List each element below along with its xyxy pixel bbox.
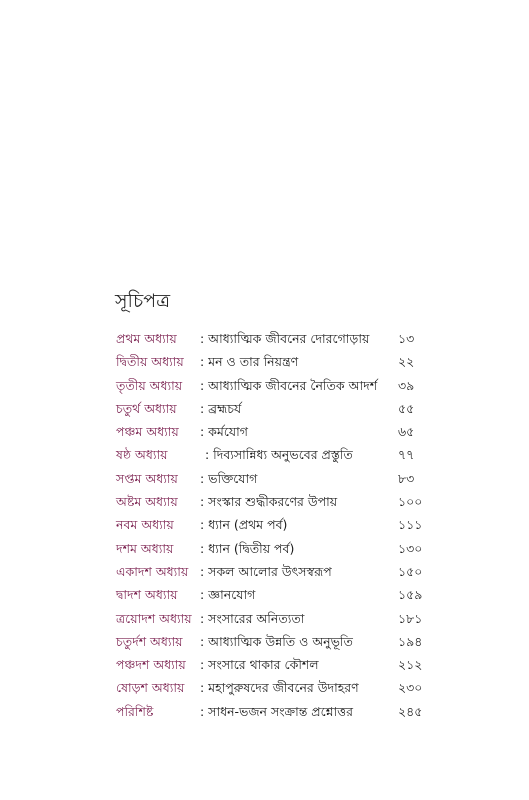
page-number: ১৫৯ bbox=[398, 587, 423, 603]
chapter-label: ষোড়শ অধ্যায় bbox=[116, 680, 185, 696]
chapter-label: ত্রয়োদশ অধ্যায় bbox=[116, 610, 192, 626]
page-number: ৩৯ bbox=[398, 377, 415, 393]
page-number: ২৪৫ bbox=[398, 703, 423, 719]
toc-entry bbox=[0, 374, 529, 397]
chapter-label: প্রথম অধ্যায় bbox=[116, 331, 177, 346]
page-number: ৭৭ bbox=[398, 447, 415, 463]
page-number: ২৩০ bbox=[398, 680, 423, 696]
chapter-label: চতুর্দশ অধ্যায় bbox=[116, 633, 183, 649]
chapter-topic: : সংসারে থাকার কৌশল bbox=[200, 657, 319, 673]
page-number: ১৩ bbox=[398, 331, 415, 346]
chapter-label: চতুর্থ অধ্যায় bbox=[116, 400, 177, 416]
page-number: ১৩০ bbox=[398, 540, 423, 556]
chapter-label: একাদশ অধ্যায় bbox=[116, 563, 189, 579]
toc-entry bbox=[0, 537, 529, 560]
chapter-label: দ্বাদশ অধ্যায় bbox=[116, 587, 178, 603]
page-number: ৫৫ bbox=[398, 400, 415, 416]
toc-title: সূচিপত্র bbox=[115, 290, 171, 312]
chapter-topic: : দিব্যসান্নিধ্য অনুভবের প্রস্তুতি bbox=[205, 447, 353, 463]
chapter-topic: : ব্রহ্মচর্য bbox=[200, 400, 242, 416]
chapter-topic: : সকল আলোর উৎসস্বরূপ bbox=[200, 563, 332, 579]
chapter-topic: : জ্ঞানযোগ bbox=[200, 587, 256, 603]
page-number: ১১১ bbox=[398, 517, 423, 533]
toc-entry bbox=[0, 560, 529, 583]
toc-entry bbox=[0, 490, 529, 513]
chapter-label: সপ্তম অধ্যায় bbox=[116, 470, 178, 486]
toc-entry bbox=[0, 350, 529, 373]
toc-entry bbox=[0, 513, 529, 536]
chapter-topic: : কর্মযোগ bbox=[200, 424, 248, 440]
toc-entry bbox=[0, 467, 529, 490]
chapter-topic: : সাধন-ভজন সংক্রান্ত প্রশ্নোত্তর bbox=[200, 703, 353, 719]
chapter-label: অষ্টম অধ্যায় bbox=[116, 494, 178, 510]
toc-entry bbox=[0, 443, 529, 466]
toc-list bbox=[0, 327, 529, 723]
chapter-topic: : মন ও তার নিয়ন্ত্রণ bbox=[200, 354, 299, 370]
toc-entry bbox=[0, 583, 529, 606]
page-number: ১৫০ bbox=[398, 563, 423, 579]
page-number: ২১২ bbox=[398, 657, 423, 673]
toc-entry bbox=[0, 630, 529, 653]
chapter-label: দ্বিতীয় অধ্যায় bbox=[116, 354, 184, 370]
toc-entry bbox=[0, 676, 529, 699]
chapter-label: তৃতীয় অধ্যায় bbox=[116, 377, 183, 393]
chapter-topic: : ধ্যান (দ্বিতীয় পর্ব) bbox=[200, 540, 295, 556]
toc-entry bbox=[0, 420, 529, 443]
page-number: ৬৫ bbox=[398, 424, 415, 440]
chapter-topic: : আধ্যাত্মিক উন্নতি ও অনুভূতি bbox=[200, 633, 353, 649]
page-number: ১৯৪ bbox=[398, 633, 423, 649]
chapter-topic: : আধ্যাত্মিক জীবনের দোরগোড়ায় bbox=[200, 331, 370, 346]
chapter-topic: : ধ্যান (প্রথম পর্ব) bbox=[200, 517, 288, 533]
chapter-topic: : সংসারের অনিত্যতা bbox=[200, 610, 305, 626]
chapter-label: পরিশিষ্ট bbox=[116, 703, 154, 719]
page-number: ১০০ bbox=[398, 494, 423, 510]
page-number: ২২ bbox=[398, 354, 415, 370]
page-number: ১৮১ bbox=[398, 610, 423, 626]
toc-entry bbox=[0, 700, 529, 723]
chapter-label: দশম অধ্যায় bbox=[116, 540, 174, 556]
toc-entry bbox=[0, 327, 529, 350]
chapter-label: ষষ্ঠ অধ্যায় bbox=[116, 447, 168, 463]
chapter-topic: : মহাপুরুষদের জীবনের উদাহরণ bbox=[200, 680, 359, 696]
toc-entry bbox=[0, 397, 529, 420]
toc-entry bbox=[0, 607, 529, 630]
toc-entry bbox=[0, 653, 529, 676]
page-number: ৮৩ bbox=[398, 470, 415, 486]
chapter-topic: : আধ্যাত্মিক জীবনের নৈতিক আদর্শ bbox=[200, 377, 378, 393]
chapter-topic: : ভক্তিযোগ bbox=[200, 470, 258, 486]
chapter-topic: : সংস্কার শুদ্ধীকরণের উপায় bbox=[200, 494, 338, 510]
chapter-label: পঞ্চম অধ্যায় bbox=[116, 424, 179, 440]
chapter-label: নবম অধ্যায় bbox=[116, 517, 174, 533]
chapter-label: পঞ্চদশ অধ্যায় bbox=[116, 657, 186, 673]
